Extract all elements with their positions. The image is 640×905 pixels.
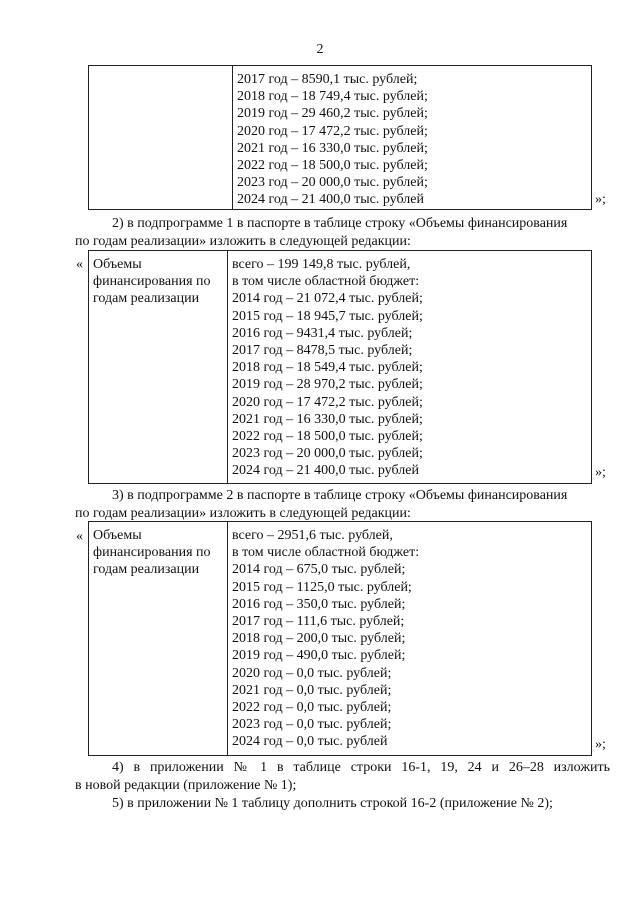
table-2-line: 2016 год – 9431,4 тыс. рублей; [232,325,413,341]
table-3-line: 2021 год – 0,0 тыс. рублей; [232,682,392,698]
table-3-values [232,527,419,751]
table-3-label-line: годам реализации [93,562,200,578]
paragraph-5 [75,795,610,813]
table-3-divider [227,522,228,755]
table-2-close-quote: »; [595,465,606,480]
table-3-close-quote: »; [595,737,606,752]
table-3-label-line: финансирования по [93,545,211,561]
table-3-line: 2018 год – 200,0 тыс. рублей; [232,631,406,647]
table-3-line: 2014 год – 675,0 тыс. рублей; [232,562,406,578]
paragraph-3-line-2: по годам реализации» изложить в следующей редакции: [75,505,411,521]
paragraph-3 [75,487,610,522]
table-2-line: 2018 год – 18 549,4 тыс. рублей; [232,360,423,376]
table-1-values [237,71,428,209]
table-1-divider [232,66,233,209]
paragraph-3-line-1: 3) в подпрограмме 2 в паспорте в таблице строку «Объемы финансирования [112,488,568,503]
table-2-label [93,256,211,308]
table-3-line: 2015 год – 1125,0 тыс. рублей; [232,579,412,595]
paragraph-2 [75,215,610,250]
table-3-line: 2023 год – 0,0 тыс. рублей; [232,717,392,733]
table-2 [88,250,592,484]
table-1 [88,65,592,210]
paragraph-4 [75,759,610,794]
paragraph-4-line-1: 4) в приложении № 1 в таблице строки 16-1, 19, 24 и 26–28 изложить [112,760,610,775]
table-2-line: 2020 год – 17 472,2 тыс. рублей; [232,394,423,410]
table-2-line: 2019 год – 28 970,2 тыс. рублей; [232,377,423,393]
paragraph-5-line-1: 5) в приложении № 1 таблицу дополнить строкой 16-2 (приложение № 2); [112,796,553,811]
table-2-line: 2023 год – 20 000,0 тыс. рублей; [232,446,423,462]
paragraph-2-line-2: по годам реализации» изложить в следующей редакции: [75,233,411,249]
table-3-open-quote: « [76,529,83,544]
paragraph-4-line-2: в новой редакции (приложение № 1); [75,777,297,793]
table-1-line: 2018 год – 18 749,4 тыс. рублей; [237,89,428,105]
table-2-line: 2015 год – 18 945,7 тыс. рублей; [232,308,423,324]
table-2-line: 2017 год – 8478,5 тыс. рублей; [232,343,413,359]
table-1-line: 2021 год – 16 330,0 тыс. рублей; [237,140,428,156]
table-2-values [232,256,423,480]
table-3-line: всего – 2951,6 тыс. рублей, [232,528,393,543]
table-2-divider [227,251,228,483]
table-1-close-quote: »; [595,192,606,207]
table-1-line: 2019 год – 29 460,2 тыс. рублей; [237,106,428,122]
table-1-line: 2020 год – 17 472,2 тыс. рублей; [237,123,428,139]
table-3-line: 2017 год – 111,6 тыс. рублей; [232,614,405,630]
table-2-line: в том числе областной бюджет: [232,274,420,290]
table-2-open-quote: « [76,257,83,272]
table-3-line: 2020 год – 0,0 тыс. рублей; [232,665,392,681]
table-1-line: 2022 год – 18 500,0 тыс. рублей; [237,158,428,174]
table-2-line: всего – 199 149,8 тыс. рублей, [232,257,411,272]
table-3-line: 2024 год – 0,0 тыс. рублей [232,734,388,750]
table-3-line: в том числе областной бюджет: [232,545,420,561]
table-1-line: 2024 год – 21 400,0 тыс. рублей [237,192,424,208]
table-2-label-line: финансирования по [93,274,211,290]
table-2-line: 2022 год – 18 500,0 тыс. рублей; [232,429,423,445]
table-2-label-line: Объемы [93,257,142,272]
page-number: 2 [316,42,324,57]
table-2-line: 2014 год – 21 072,4 тыс. рублей; [232,291,423,307]
table-3 [88,521,592,756]
table-3-line: 2016 год – 350,0 тыс. рублей; [232,596,406,612]
table-3-line: 2019 год – 490,0 тыс. рублей; [232,648,406,664]
table-2-label-line: годам реализации [93,291,200,307]
table-2-line: 2024 год – 21 400,0 тыс. рублей [232,463,419,479]
table-2-line: 2021 год – 16 330,0 тыс. рублей; [232,411,423,427]
table-1-line: 2023 год – 20 000,0 тыс. рублей; [237,175,428,191]
table-3-label [93,527,211,579]
table-3-label-line: Объемы [93,528,142,543]
table-3-line: 2022 год – 0,0 тыс. рублей; [232,700,392,716]
table-1-line: 2017 год – 8590,1 тыс. рублей; [237,72,418,87]
paragraph-2-line-1: 2) в подпрограмме 1 в паспорте в таблице строку «Объемы финансирования [112,216,568,231]
